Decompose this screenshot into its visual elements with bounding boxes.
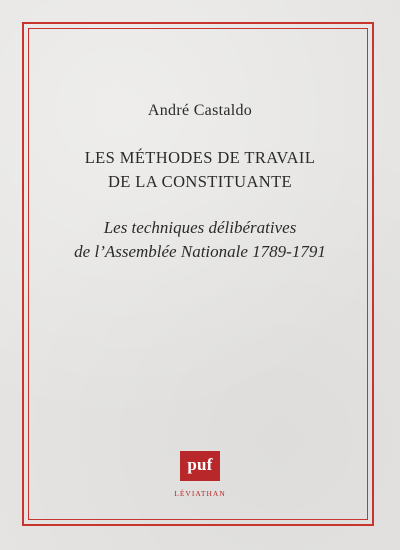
book-subtitle-line-1: Les techniques délibératives (103, 218, 297, 237)
book-title-line-1: LES MÉTHODES DE TRAVAIL (84, 148, 316, 167)
publisher-logo: puf (180, 451, 220, 481)
book-title-line-2: DE LA CONSTITUANTE (107, 172, 293, 191)
book-subtitle-line-2: de l’Assemblée Nationale 1789-1791 (74, 242, 326, 261)
collection-name: LÉVIATHAN (174, 489, 226, 498)
author-name: André Castaldo (147, 102, 253, 119)
